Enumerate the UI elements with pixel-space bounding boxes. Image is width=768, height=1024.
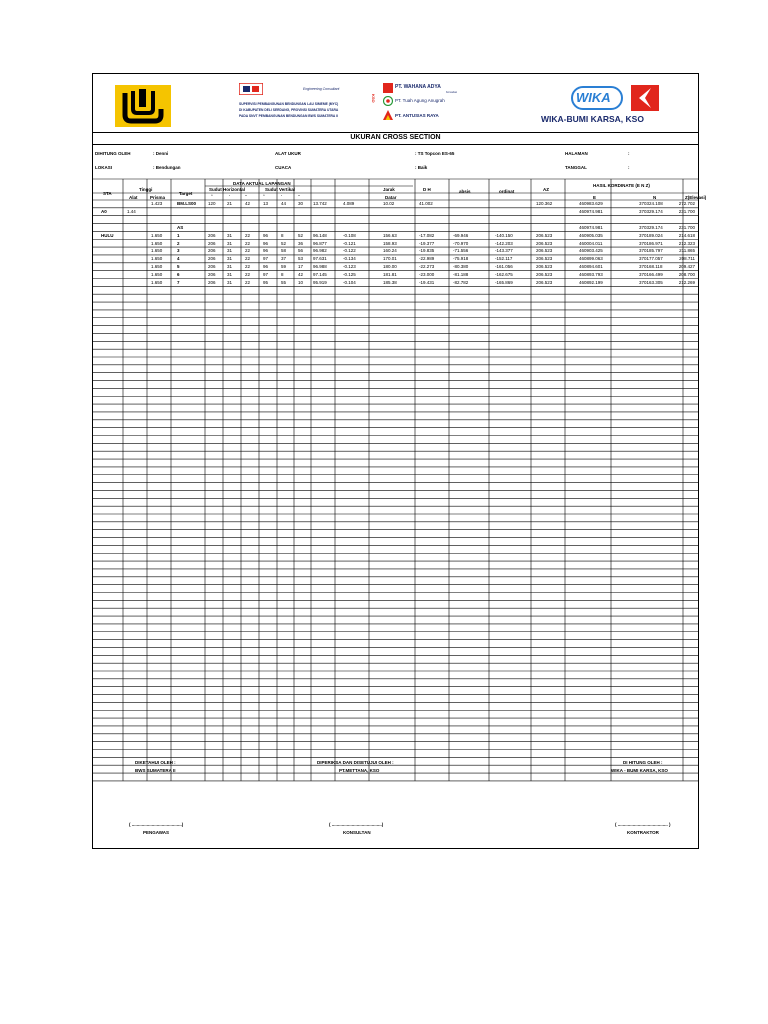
table-cell-h2: 31 — [227, 271, 233, 277]
table-cell-target: BM.LS00 — [177, 201, 197, 207]
header-degree-mark: ' — [281, 194, 282, 199]
table-cell-h1: 206 — [208, 271, 216, 277]
table-cell-v2: 59 — [281, 264, 287, 270]
table-cell-v2: 8 — [281, 232, 284, 238]
table-cell-az: 120.362 — [536, 201, 553, 207]
table-cell-h1: 120 — [208, 201, 216, 207]
table-cell-dh: -19.835 — [419, 248, 435, 254]
table-cell-v2: 52 — [281, 240, 287, 246]
table-cell-prisma: 1.650 — [151, 264, 163, 270]
table-cell-prisma: 1.423 — [151, 201, 163, 207]
table-cell-dh: -19.377 — [419, 240, 435, 246]
table-cell-v1: 96 — [263, 264, 269, 270]
table-cell-v1: 97 — [263, 256, 269, 262]
table-cell-ordinat: -152.117 — [495, 256, 513, 262]
dihitung-label: DIHITUNG OLEH — [95, 151, 131, 156]
supervisi-line-2: DI KABUPATEN DELI SERDANG, PROVINSI SUMATERA UTARA — [239, 108, 339, 112]
table-cell-c2: -0.122 — [343, 248, 356, 254]
tanggal-label: TANGGAL — [565, 165, 587, 170]
header-sudut-vertikal: Sudut Vertikal — [265, 187, 296, 192]
table-cell-az: 206.523 — [536, 271, 553, 277]
table-cell-n: 370189.024 — [639, 232, 663, 238]
table-cell-h2: 31 — [227, 232, 233, 238]
cuaca-value: : Baik — [415, 165, 428, 170]
header-dh: D H — [423, 187, 431, 192]
table-cell-absis: -75.918 — [453, 256, 469, 262]
table-cell-n: 370329.174 — [639, 209, 663, 215]
table-cell-v3: 53 — [298, 256, 304, 262]
table-cell-h3: 42 — [245, 201, 251, 207]
kso-vertical-label: KSO — [371, 94, 376, 103]
table-cell-c1: 96.988 — [313, 264, 327, 270]
header-absis: absis — [459, 189, 471, 194]
table-cell-v3: 56 — [298, 248, 304, 254]
table-cell-c1: 96.877 — [313, 240, 327, 246]
table-cell-h3: 22 — [245, 256, 251, 262]
table-cell-jarak: 156.63 — [383, 232, 397, 238]
table-cell-target: 7 — [177, 279, 180, 285]
table-cell-c2: -0.123 — [343, 264, 356, 270]
table-cell-e: 460974.981 — [579, 224, 603, 230]
kontraktor-label: KONTRAKTOR — [627, 830, 659, 835]
table-cell-z: 211.865 — [679, 248, 695, 254]
table-cell-n: 370185.797 — [639, 248, 663, 254]
table-cell-h1: 206 — [208, 240, 216, 246]
table-cell-c2: 4.089 — [343, 201, 355, 207]
table-cell-v1: 96 — [263, 248, 269, 254]
header-sudut-horizontal: Sudut Horizontal — [209, 187, 245, 192]
table-cell-absis: -70.970 — [453, 240, 469, 246]
table-cell-v2: 44 — [281, 201, 287, 207]
lokasi-value: : Bendungan — [153, 165, 181, 170]
table-cell-z: 231.700 — [678, 209, 695, 215]
table-cell-dh: -22.273 — [419, 264, 435, 270]
table-cell-v1: 96 — [263, 232, 269, 238]
dihitung-footer-label: DI HITUNG OLEH : — [623, 760, 663, 765]
company-name-1: PT. WAHANA ADYA — [395, 84, 441, 90]
table-cell-v3: 36 — [298, 240, 304, 246]
table-cell-h1: 206 — [208, 279, 216, 285]
table-cell-ordinat: -161.056 — [495, 264, 513, 270]
company-name-3: PT. ANTUSIAS RAYA — [395, 113, 439, 118]
table-cell-sta: HULU — [101, 232, 114, 238]
table-cell-c1: 97.145 — [313, 271, 327, 277]
header-sta: STA — [103, 191, 112, 196]
table-cell-c2: -0.121 — [343, 240, 356, 246]
table-cell-absis: -82.782 — [453, 279, 469, 285]
table-cell-prisma: 1.650 — [151, 240, 163, 246]
table-cell-jarak: 180.00 — [383, 264, 397, 270]
page-title: UKURAN CROSS SECTION — [93, 132, 698, 145]
table-cell-h3: 22 — [245, 240, 251, 246]
table-cell-ordinat: -142.203 — [495, 240, 513, 246]
consultant-name: Engineering Consultant — [303, 87, 340, 91]
table-cell-z: 212.323 — [678, 240, 695, 246]
table-cell-prisma: 1.650 — [151, 232, 163, 238]
table-cell-v1: 13 — [263, 201, 269, 207]
table-cell-c2: -0.104 — [343, 279, 356, 285]
halaman-label: HALAMAN — [565, 151, 588, 156]
table-cell-az: 206.523 — [536, 279, 553, 285]
table-cell-prisma: 1.650 — [151, 279, 163, 285]
table-cell-absis: -80.380 — [453, 264, 469, 270]
table-cell-ordinat: -140.150 — [495, 232, 513, 238]
table-cell-c1: 95.919 — [313, 279, 327, 285]
header-tinggi: Tinggi — [139, 187, 153, 192]
table-cell-sta: A0 — [101, 209, 107, 215]
table-cell-e: 460903.425 — [579, 248, 603, 254]
tanggal-value: : — [628, 165, 630, 170]
table-cell-prisma: 1.650 — [151, 248, 163, 254]
company-name-2: PT. Tuah Agung Anugrah — [395, 98, 445, 103]
table-cell-ordinat: -165.869 — [495, 279, 513, 285]
halaman-value: : — [628, 151, 630, 156]
table-cell-h2: 31 — [227, 256, 233, 262]
table-cell-h1: 206 — [208, 232, 216, 238]
table-cell-v1: 95 — [263, 279, 269, 285]
table-cell-target: 3 — [177, 248, 180, 254]
konsultan-signature-line: ( ........................................) — [329, 822, 384, 827]
table-cell-target: 2 — [177, 240, 180, 246]
header-hasil-kordinate: HASIL KORDINATE (E N Z) — [593, 183, 650, 188]
table-cell-h2: 31 — [227, 264, 233, 270]
table-cell-v1: 97 — [263, 271, 269, 277]
table-cell-h2: 31 — [227, 279, 233, 285]
table-cell-h1: 206 — [208, 256, 216, 262]
table-cell-c1: 97.631 — [313, 256, 327, 262]
lokasi-label: LOKASI — [95, 165, 113, 170]
table-cell-dh: -23.000 — [419, 271, 435, 277]
table-cell-h3: 22 — [245, 232, 251, 238]
table-cell-e: 460974.981 — [579, 209, 603, 215]
table-cell-absis: -69.946 — [453, 232, 469, 238]
header-jarak: Jarak — [383, 187, 395, 192]
table-cell-h3: 22 — [245, 248, 251, 254]
table-cell-v2: 55 — [281, 279, 287, 285]
table-cell-ordinat: -162.675 — [495, 271, 513, 277]
table-cell-dh: -17.082 — [419, 232, 435, 238]
table-cell-az: 206.523 — [536, 232, 553, 238]
table-cell-v3: 17 — [298, 264, 304, 270]
table-cell-z: 208.700 — [678, 271, 695, 277]
bws-label: BWS SUMATERA II — [135, 768, 176, 773]
table-cell-z: 214.618 — [678, 232, 695, 238]
table-cell-z: 212.269 — [678, 279, 695, 285]
diketahui-label: DIKETAHUI OLEH : — [135, 760, 176, 765]
table-cell-z: 231.700 — [678, 224, 695, 230]
table-cell-prisma: 1.650 — [151, 271, 163, 277]
table-cell-c1: 96.982 — [313, 248, 327, 254]
table-cell-dh: -22.989 — [419, 256, 435, 262]
table-cell-jarak: 170.01 — [383, 256, 397, 262]
table-cell-e: 460983.629 — [579, 201, 603, 207]
mettana-label: PT.METTANA, KSO — [339, 768, 380, 773]
table-cell-e: 460892.199 — [579, 279, 603, 285]
table-cell-target: 6 — [177, 271, 180, 277]
table-cell-target: 4 — [177, 256, 180, 262]
konsultan-label: KONSULTAN — [343, 830, 371, 835]
table-cell-az: 206.523 — [536, 264, 553, 270]
alat-value: : TS Topcon ES-65 — [415, 151, 455, 156]
table-cell-target: AS — [177, 224, 184, 230]
supervisi-line-3: PADA SNVT PEMBANGUNAN BENDUNGAN BWS SUMATERA II — [239, 114, 338, 118]
table-cell-n: 370166.499 — [639, 271, 663, 277]
table-cell-h3: 22 — [245, 264, 251, 270]
table-cell-jarak: 185.38 — [383, 279, 397, 285]
table-cell-e: 460894.601 — [579, 264, 603, 270]
table-cell-h3: 22 — [245, 271, 251, 277]
table-cell-absis: -71.556 — [453, 248, 469, 254]
dihitung-value: : Denni — [153, 151, 169, 156]
header-data-aktual: DATA AKTUAL LAPANGAN — [233, 181, 291, 186]
table-cell-h2: 21 — [227, 201, 233, 207]
supervisi-line-1: SUPERVISI PEMBANGUNAN BENDUNGAN LAU SIMEME (MYC) — [239, 102, 339, 106]
table-cell-jarak: 10.02 — [383, 201, 395, 207]
pengawas-signature-line: ( ........................................) — [129, 822, 184, 827]
table-cell-alat: 1.44 — [127, 209, 136, 215]
table-cell-h2: 31 — [227, 240, 233, 246]
table-cell-n: 370177.057 — [639, 256, 663, 262]
header-degree-mark: " — [245, 194, 247, 199]
header-prisma: Prisma — [150, 194, 166, 200]
company-subtitle-1: Konsultan — [446, 91, 458, 94]
table-cell-v3: 10 — [298, 279, 304, 285]
table-cell-prisma: 1.650 — [151, 256, 163, 262]
table-cell-az: 206.523 — [536, 256, 553, 262]
header-degree-mark: ° — [211, 194, 213, 199]
table-cell-n: 370324.108 — [639, 201, 663, 207]
table-cell-n: 370186.971 — [639, 240, 663, 246]
header-degree-mark: " — [298, 194, 300, 199]
header-datar: Datar — [385, 194, 397, 200]
table-cell-absis: -81.188 — [453, 271, 469, 277]
table-cell-v3: 30 — [298, 201, 304, 207]
table-cell-e: 460004.011 — [579, 240, 603, 246]
header-n: N — [653, 194, 657, 200]
kontraktor-signature-line: ( ........................................ ) — [615, 822, 671, 827]
header-degree-mark: ' — [229, 194, 230, 199]
table-cell-n: 370168.118 — [639, 264, 663, 270]
table-cell-c2: -0.134 — [343, 256, 356, 262]
table-cell-v1: 96 — [263, 240, 269, 246]
table-cell-e: 460899.063 — [579, 256, 603, 262]
table-cell-h1: 206 — [208, 248, 216, 254]
header-e: E — [593, 194, 597, 200]
diperiksa-label: DIPERIKSA DAN DISETUJUI OLEH : — [317, 760, 394, 765]
data-table — [93, 74, 707, 848]
table-cell-v3: 52 — [298, 232, 304, 238]
table-cell-c1: 13.742 — [313, 201, 327, 207]
alat-label: ALAT UKUR — [275, 151, 301, 156]
table-cell-target: 5 — [177, 264, 180, 270]
table-cell-jarak: 181.81 — [383, 271, 397, 277]
table-cell-h3: 22 — [245, 279, 251, 285]
table-cell-h2: 31 — [227, 248, 233, 254]
header-az: AZ — [543, 187, 549, 192]
table-cell-target: 1 — [177, 232, 180, 238]
wika-bumi-karsa-text: WIKA-BUMI KARSA, KSO — [541, 114, 644, 124]
table-cell-v2: 8 — [281, 271, 284, 277]
table-cell-n: 370163.305 — [639, 279, 663, 285]
table-cell-ordinat: -143.377 — [495, 248, 513, 254]
header-target: Target — [179, 191, 193, 196]
table-cell-v3: 42 — [298, 271, 304, 277]
table-cell-z: 209.427 — [678, 264, 695, 270]
table-cell-z: 272.702 — [678, 201, 695, 207]
table-cell-dh: -19.431 — [419, 279, 435, 285]
table-cell-dh: 41.002 — [419, 201, 433, 207]
table-cell-c2: -0.125 — [343, 271, 356, 277]
table-cell-e: 460905.035 — [579, 232, 603, 238]
table-cell-c2: -0.108 — [343, 232, 356, 238]
table-cell-h1: 206 — [208, 264, 216, 270]
wika-logo-text: WIKA — [576, 90, 611, 105]
header-ordinat: ordinat — [499, 189, 515, 194]
table-cell-n: 370329.174 — [639, 224, 663, 230]
table-cell-az: 206.523 — [536, 248, 553, 254]
table-cell-jarak: 158.93 — [383, 240, 397, 246]
table-cell-v2: 58 — [281, 248, 287, 254]
header-degree-mark: ° — [263, 194, 265, 199]
header-z: Z(Elevasi) — [685, 194, 707, 200]
table-cell-c1: 96.148 — [313, 232, 327, 238]
table-cell-v2: 37 — [281, 256, 287, 262]
header-alat: Alat — [129, 194, 138, 200]
table-cell-az: 206.523 — [536, 240, 553, 246]
cuaca-label: CUACA — [275, 165, 292, 170]
pengawas-label: PENGAWAS — [143, 830, 170, 835]
table-cell-e: 460893.793 — [579, 271, 603, 277]
table-cell-z: 208.711 — [679, 256, 695, 262]
wika-footer-label: WIKA - BUMI KARSA, KSO — [611, 768, 668, 773]
survey-sheet — [92, 73, 707, 849]
table-cell-jarak: 160.24 — [383, 248, 397, 254]
